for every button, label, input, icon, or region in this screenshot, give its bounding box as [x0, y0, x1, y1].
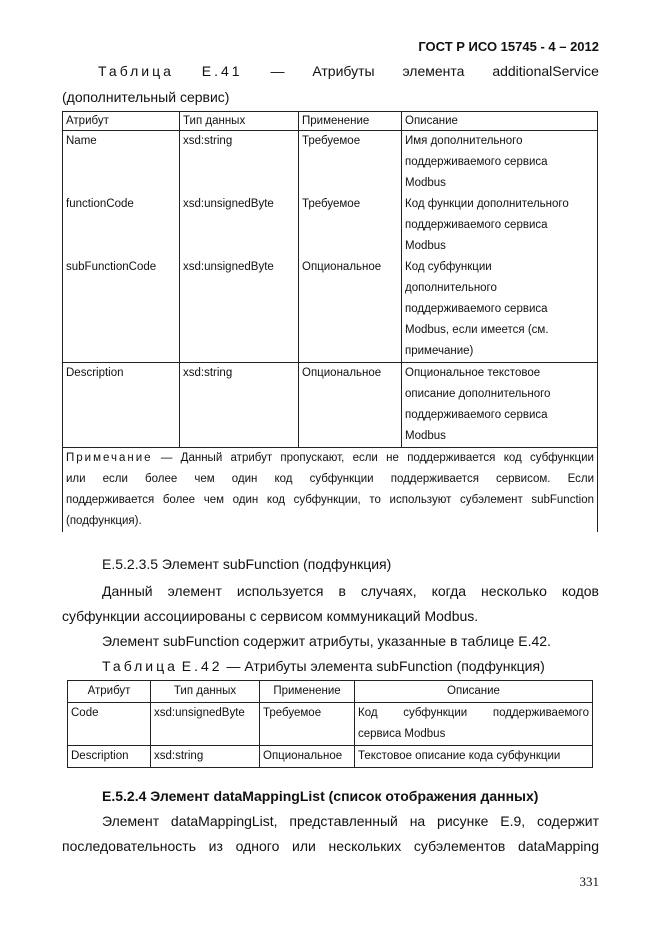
desc-line: Код субфункции поддерживаемого: [358, 707, 589, 719]
use-cell: Требуемое: [299, 131, 402, 195]
table-row: [68, 746, 593, 768]
paragraph-line: Данный элемент используется в случаях, когда несколько кодов: [102, 583, 599, 599]
type-cell: xsd:string: [180, 131, 299, 195]
attr-cell: Description: [68, 746, 151, 768]
use-cell: Требуемое: [260, 703, 355, 746]
header-cell: Применение: [260, 681, 355, 703]
attr-cell: Name: [63, 131, 180, 195]
caption-word: Таблица: [102, 658, 178, 674]
note-line: или если более чем один код субфункции поддерживается сервисом. Если: [66, 473, 594, 485]
table-row: [63, 257, 598, 363]
caption-word-2: Атрибуты: [312, 63, 375, 79]
desc-line: дополнительного: [405, 282, 497, 294]
note-line: (подфункция).: [66, 515, 142, 527]
table1-caption: [62, 63, 599, 79]
caption-rest: — Атрибуты элемента subFunction (подфункция): [226, 658, 545, 674]
table-note: [63, 448, 598, 533]
desc-line: поддерживаемого сервиса: [405, 156, 548, 168]
table-row: [63, 363, 598, 448]
desc-cell: [402, 363, 598, 448]
table-subfunction: [67, 680, 593, 768]
header-cell: Тип данных: [151, 681, 260, 703]
desc-line: Опциональное текстовое: [405, 367, 541, 379]
desc-line: Modbus, если имеется (см.: [405, 324, 549, 336]
use-cell: Опциональное: [299, 363, 402, 448]
caption-word-4: additionalService: [492, 63, 599, 79]
table-header-row: [63, 112, 598, 131]
table-header-row: [68, 681, 593, 703]
desc-line: описание дополнительного: [405, 388, 551, 400]
note-text: — Данный атрибут пропускают, если не поддерживается код субфункции: [160, 452, 594, 464]
desc-line: поддерживаемого сервиса: [405, 303, 548, 315]
document-header: ГОСТ Р ИСО 15745 - 4 – 2012: [418, 39, 599, 54]
table-additional-service: [62, 111, 598, 532]
note-label: Примечание: [66, 452, 153, 464]
section-heading: Е.5.2.4 Элемент dataMappingList (список отображения данных): [102, 788, 539, 804]
type-cell: xsd:string: [180, 363, 299, 448]
type-cell: xsd:unsignedByte: [180, 194, 299, 257]
paragraph-line: последовательность из одного или нескольких субэлементов dataMapping: [62, 838, 599, 854]
use-cell: Опциональное: [299, 257, 402, 363]
use-cell: Требуемое: [299, 194, 402, 257]
table-row: [63, 131, 598, 195]
caption-dash: —: [270, 63, 285, 79]
attr-cell: Description: [63, 363, 180, 448]
type-cell: xsd:unsignedByte: [151, 703, 260, 746]
use-cell: Опциональное: [260, 746, 355, 768]
header-cell: Описание: [402, 112, 598, 131]
table1-caption-line2: (дополнительный сервис): [62, 89, 230, 105]
table-row: [68, 703, 593, 746]
desc-line: поддерживаемого сервиса: [405, 219, 548, 231]
desc-line: сервиса Modbus: [358, 728, 446, 740]
attr-cell: Code: [68, 703, 151, 746]
desc-cell: [402, 194, 598, 257]
desc-line: Modbus: [405, 240, 446, 252]
desc-line: Код функции дополнительного: [405, 198, 569, 210]
caption-word-3: элемента: [402, 63, 465, 79]
paragraph-line: Элемент dataMappingList, представленный на рисунке Е.9, содержит: [102, 813, 599, 829]
attr-cell: subFunctionCode: [63, 257, 180, 363]
section-heading: Е.5.2.3.5 Элемент subFunction (подфункция): [102, 556, 392, 572]
header-cell: Тип данных: [180, 112, 299, 131]
desc-cell: [355, 703, 593, 746]
desc-cell: [402, 257, 598, 363]
desc-line: Modbus: [405, 430, 446, 442]
page-number: 331: [579, 874, 599, 889]
desc-line: Имя дополнительного: [405, 135, 523, 147]
desc-line: Modbus: [405, 177, 446, 189]
desc-cell: [402, 131, 598, 195]
desc-line: Текстовое описание кода субфункции: [358, 750, 561, 762]
desc-cell: [355, 746, 593, 768]
note-line: поддерживается более чем один код субфункции, то используют субэлемент subFunction: [66, 494, 594, 506]
table-note-row: [63, 448, 598, 533]
attr-cell: functionCode: [63, 194, 180, 257]
desc-line: примечание): [405, 345, 474, 357]
paragraph-line: субфункции ассоциированы с сервисом коммуникаций Modbus.: [62, 608, 479, 624]
paragraph: Элемент subFunction содержит атрибуты, указанные в таблице Е.42.: [102, 633, 551, 649]
desc-line: поддерживаемого сервиса: [405, 409, 548, 421]
desc-line: Код субфункции: [405, 261, 492, 273]
caption-number: Е.42: [181, 658, 223, 674]
header-cell: Атрибут: [63, 112, 180, 131]
table-row: [63, 194, 598, 257]
header-cell: Атрибут: [68, 681, 151, 703]
caption-number: Е.41: [201, 63, 243, 79]
header-cell: Применение: [299, 112, 402, 131]
note-line: [66, 448, 594, 469]
caption-word: Таблица: [98, 63, 174, 79]
table2-caption: [62, 658, 599, 674]
type-cell: xsd:string: [151, 746, 260, 768]
header-cell: Описание: [355, 681, 593, 703]
type-cell: xsd:unsignedByte: [180, 257, 299, 363]
